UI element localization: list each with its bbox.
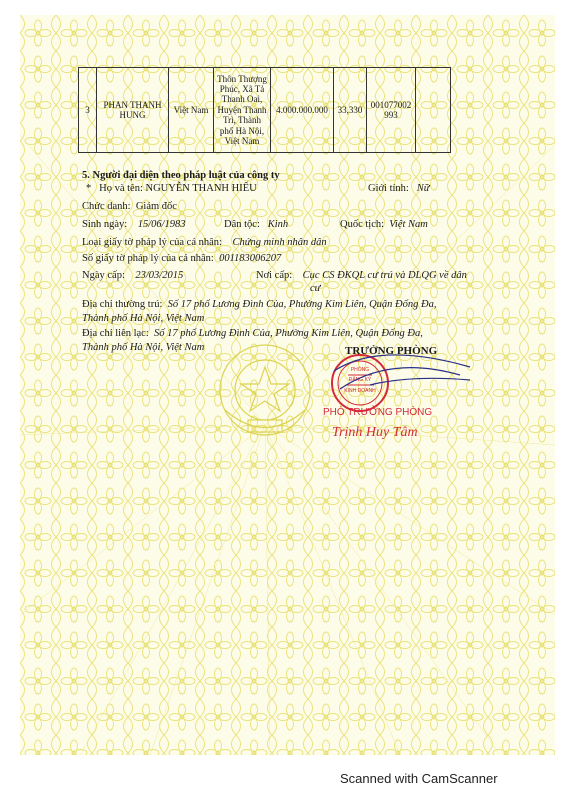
permanent-value-cont: Thành phố Hà Nội, Việt Nam [82,313,205,324]
ethnicity-value: Kinh [267,219,289,230]
svg-text:ĐĂNG KÝ: ĐĂNG KÝ [348,377,372,383]
signature-subtitle: PHÓ TRƯỞNG PHÒNG [323,407,433,418]
permanent-value: Số 17 phố Lương Đình Của, Phường Kim Liên, Quận Đống Đa, [167,299,437,310]
id-no-value: 001183006207 [219,253,282,264]
name-value: NGUYỄN THANH HIẾU [145,183,257,194]
id-type-row [82,237,327,248]
official-stamp [320,345,480,465]
issue-date-row [82,270,183,281]
cell-address: Thôn Thượng Phúc, Xã Tả Thanh Oai, Huyện Thanh Trì, Thành phố Hà Nội, Việt Nam [214,68,271,153]
contact-label: Địa chỉ liên lạc: [82,328,149,339]
cell-empty [416,68,451,153]
cell-stt: 3 [79,68,97,153]
camscanner-watermark: Scanned with CamScanner [340,771,498,786]
table-row [79,68,451,153]
cell-id-no: 001077002993 [367,68,416,153]
signature-title: TRƯỞNG PHÒNG [345,345,438,357]
contact-value: Số 17 phố Lương Đình Của, Phường Kim Liên, Quận Đống Đa, [154,328,423,339]
cell-nationality: Việt Nam [169,68,214,153]
issue-place-value-cont: cư [310,283,321,294]
cell-capital: 4.000.000.000 [271,68,334,153]
signature-block [320,345,480,465]
svg-text:KINH DOANH: KINH DOANH [344,388,376,394]
shareholder-table [78,67,451,153]
dob-label: Sinh ngày: [82,219,128,230]
name-label: Họ và tên: [99,183,143,194]
gender-label: Giới tính: [368,183,409,194]
permanent-label: Địa chỉ thường trú: [82,299,163,310]
id-no-row [82,253,281,264]
id-no-label: Số giấy tờ pháp lý của cá nhân: [82,253,214,264]
section-title: 5. Người đại diện theo pháp luật của công ty [82,170,280,181]
dob-row [82,219,186,230]
id-type-label: Loại giấy tờ pháp lý của cá nhân: [82,237,222,248]
position-label: Chức danh: [82,201,131,212]
contact-row [82,328,423,339]
cell-ratio: 33,330 [334,68,367,153]
ethnicity-label: Dân tộc: [224,219,260,230]
nationality-row [340,219,428,230]
issue-place-value: Cục CS ĐKQL cư trú và DLQG về dân [302,270,467,281]
issue-place-row [256,270,467,281]
issue-place-label: Nơi cấp: [256,270,293,281]
gender-row [368,183,429,194]
contact-value-cont: Thành phố Hà Nội, Việt Nam [82,342,205,353]
nationality-value: Việt Nam [389,219,428,230]
permanent-row [82,299,436,310]
dob-value: 15/06/1983 [137,219,186,230]
id-type-value: Chứng minh nhân dân [232,237,327,248]
issue-date-label: Ngày cấp: [82,270,125,281]
ethnicity-row [224,219,288,230]
position-value: Giám đốc [135,201,177,212]
position-row [82,201,177,212]
gender-value: Nữ [416,183,430,194]
cell-name: PHAN THANH HUNG [97,68,169,153]
bullet-asterisk: * [86,183,97,194]
issue-date-value: 23/03/2015 [135,270,184,281]
svg-text:PHÒNG: PHÒNG [350,367,370,373]
nationality-label: Quốc tịch: [340,219,385,230]
document-page [20,15,555,755]
signer-name: Trịnh Huy Tâm [332,425,418,440]
name-row [86,183,257,194]
